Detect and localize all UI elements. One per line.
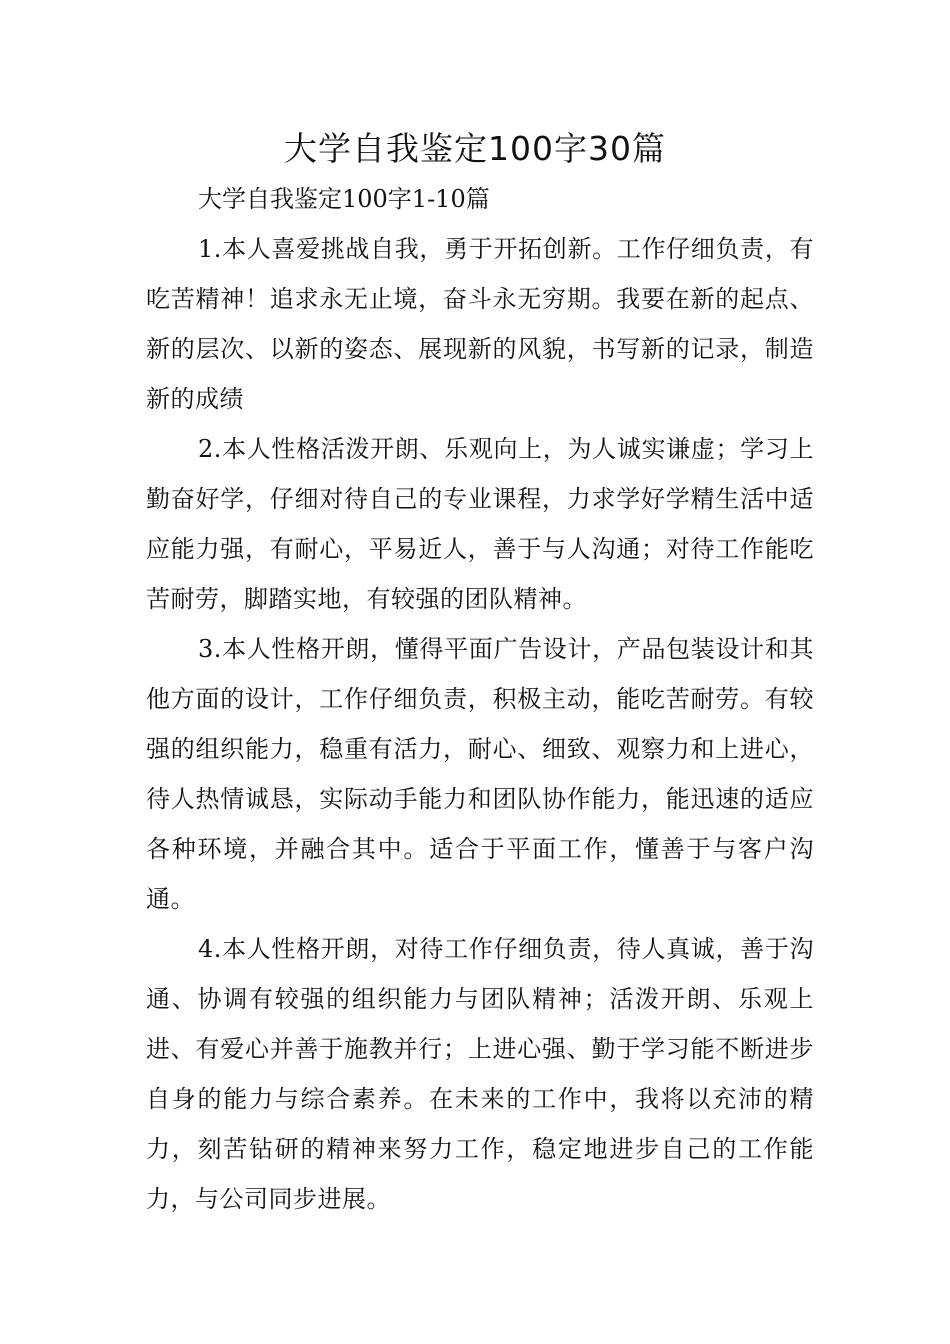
paragraph-2: 2.本人性格活泼开朗、乐观向上，为人诚实谦虚；学习上勤奋好学，仔细对待自己的专业课程，力求学好学精生活中适应能力强，有耐心，平易近人，善于与人沟通；对待工作能吃苦耐劳，脚踏实地，有较强的团队精神。 <box>146 435 814 613</box>
paragraph-4: 4.本人性格开朗，对待工作仔细负责，待人真诚，善于沟通、协调有较强的组织能力与团队精神；活泼开朗、乐观上进、有爱心并善于施教并行；上进心强、勤于学习能不断进步自身的能力与综合素养。在未来的工作中，我将以充沛的精力，刻苦钻研的精神来努力工作，稳定地进步自己的工作能力，与公司同步进展。 <box>146 935 814 1213</box>
document-title: 大学自我鉴定100字30篇 <box>284 129 666 168</box>
paragraph-1: 1.本人喜爱挑战自我，勇于开拓创新。工作仔细负责，有吃苦精神！追求永无止境，奋斗永无穷期。我要在新的起点、新的层次、以新的姿态、展现新的风貌，书写新的记录，制造新的成绩 <box>146 235 814 413</box>
document-body <box>146 174 814 1224</box>
paragraph-3: 3.本人性格开朗，懂得平面广告设计，产品包装设计和其他方面的设计，工作仔细负责，积极主动，能吃苦耐劳。有较强的组织能力，稳重有活力，耐心、细致、观察力和上进心，待人热情诚恳，实际动手能力和团队协作能力，能迅速的适应各种环境，并融合其中。适合于平面工作，懂善于与客户沟通。 <box>146 635 814 913</box>
section-subtitle: 大学自我鉴定100字1-10篇 <box>198 185 490 213</box>
